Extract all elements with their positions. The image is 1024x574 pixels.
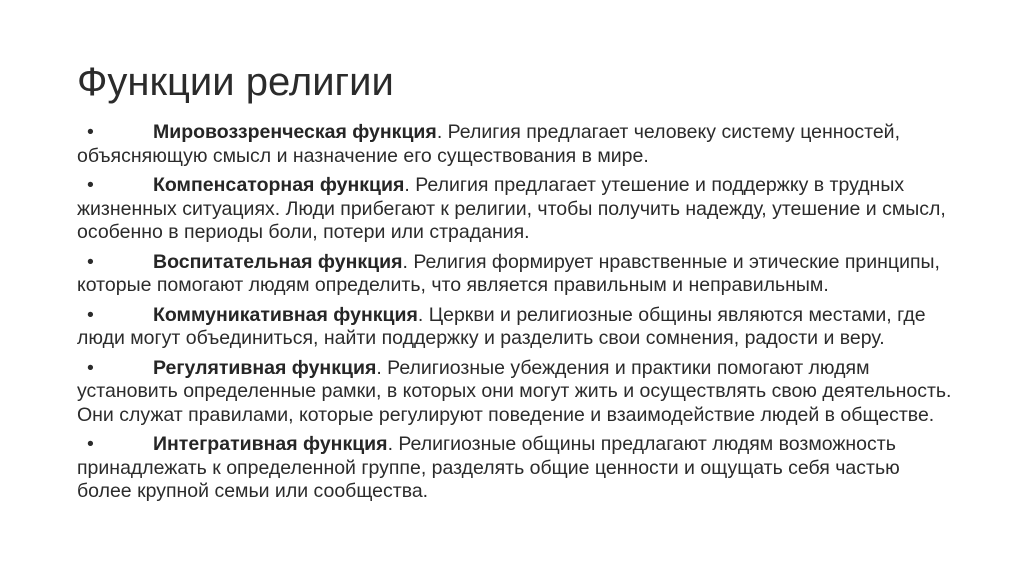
- function-description: . Религия формирует нравственные и этические принципы, которые помогают людям определить, что является правильным и неправильным.: [77, 250, 940, 296]
- function-description: . Религиозные общины предлагают людям возможность принадлежать к определенной группе, разделять общие ценности и ощущать себя частью более крупной семьи или сообщества.: [77, 433, 900, 502]
- functions-list: [77, 121, 957, 510]
- list-item: [77, 304, 957, 351]
- function-description: . Церкви и религиозные общины являются местами, где люди могут объединиться, найти поддержку и разделить свои сомнения, радости и веру.: [77, 303, 926, 349]
- bullet-icon: •: [87, 250, 94, 273]
- function-term: Компенсаторная функция: [153, 174, 405, 196]
- list-item: [77, 433, 957, 504]
- list-item: [77, 251, 957, 298]
- bullet-icon: •: [87, 174, 94, 196]
- function-term: Регулятивная функция: [153, 356, 377, 379]
- function-term: Мировоззренческая функция: [153, 121, 437, 143]
- bullet-icon: •: [87, 121, 94, 143]
- slide-title: Функции религии: [77, 60, 394, 104]
- function-term: Коммуникативная функция: [153, 303, 418, 326]
- list-item: [77, 121, 957, 168]
- bullet-icon: •: [87, 303, 94, 326]
- function-description: . Религия предлагает утешение и поддержку в трудных жизненных ситуациях. Люди прибегают к религии, чтобы получить надежду, утешение и смысл, особенно в периоды боли, потери или страдания.: [77, 174, 946, 243]
- function-term: Интегративная функция: [153, 433, 388, 455]
- bullet-icon: •: [87, 433, 94, 455]
- function-description: . Религиозные убеждения и практики помогают людям установить определенные рамки, в которых они могут жить и осуществлять свою деятельность. Они служат правилами, которые регулируют поведение и взаимодействие людей в обществе.: [77, 356, 952, 426]
- function-description: . Религия предлагает человеку систему ценностей, объясняющую смысл и назначение его существования в мире.: [77, 121, 900, 167]
- list-item: [77, 357, 957, 428]
- function-term: Воспитательная функция: [153, 250, 403, 273]
- bullet-icon: •: [87, 356, 94, 379]
- list-item: [77, 174, 957, 245]
